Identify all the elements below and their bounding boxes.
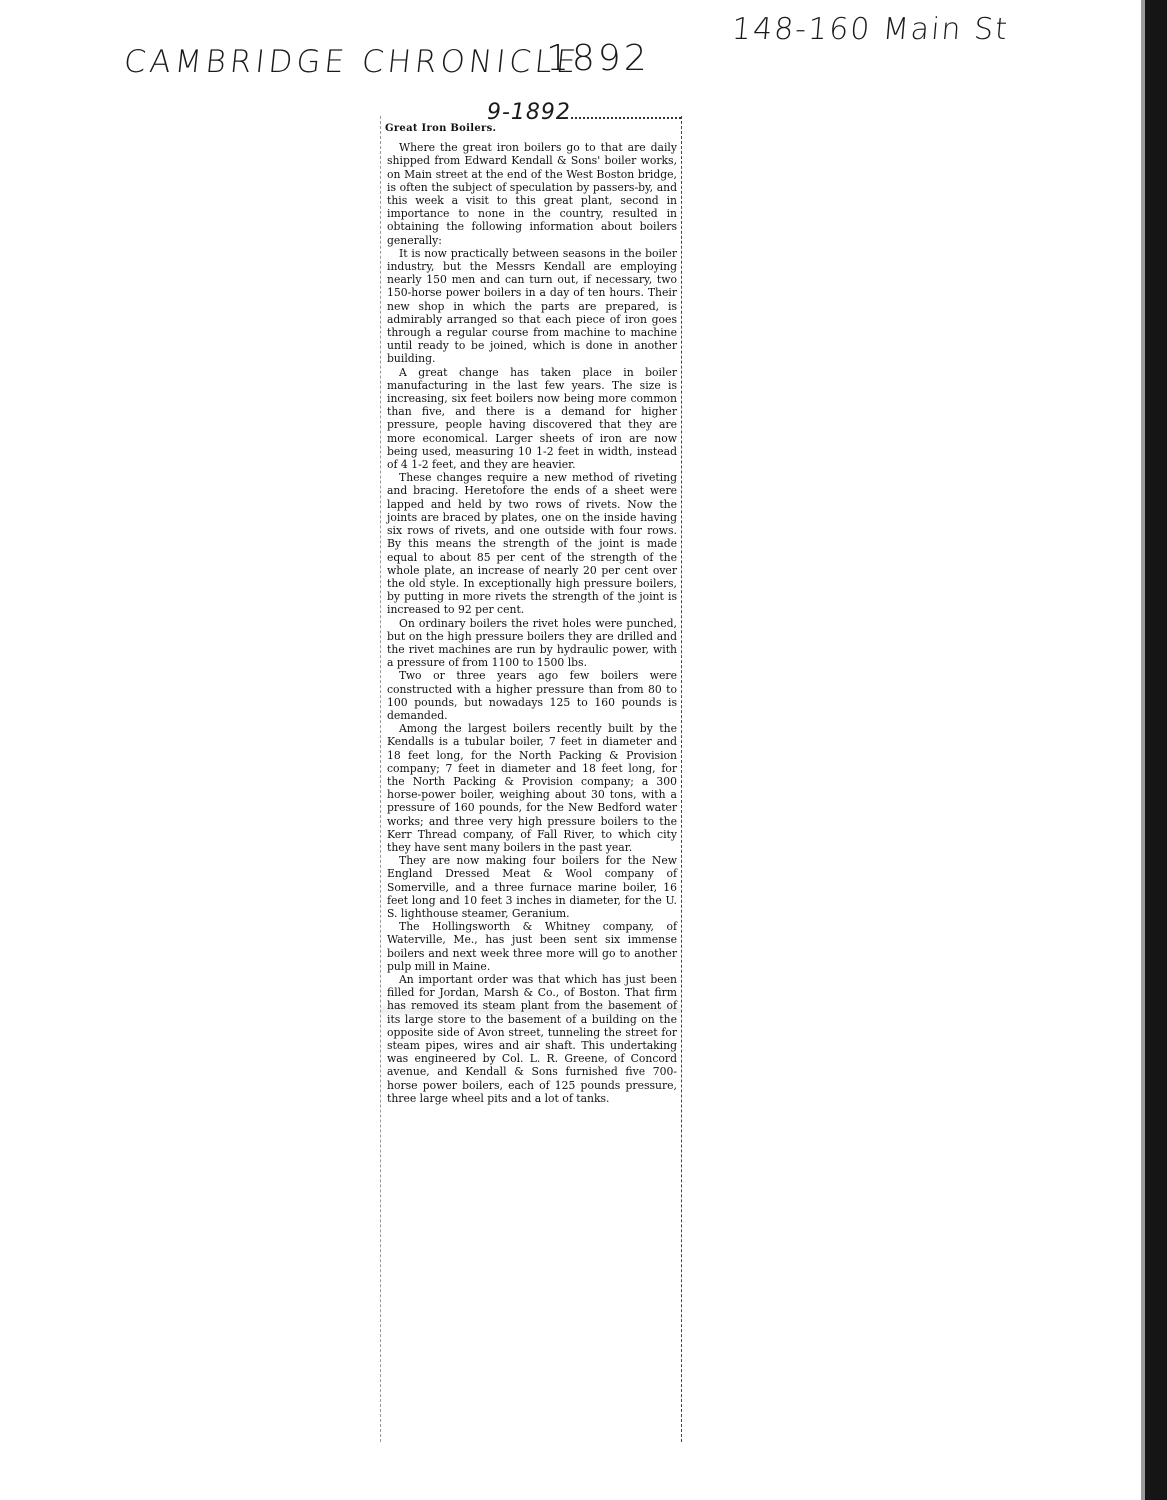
handwritten-publication-title: CAMBRIDGE CHRONICLE bbox=[122, 44, 582, 80]
article-paragraph: It is now practically between seasons in the boiler industry, but the Messrs Kendall are employing nearly 150 men and can turn out, if necessary, two 150-horse power boilers in a day of ten hours. Their new shop in which the parts are prepared, is admirably arranged so that each piece of iron goes through a regular course from machine to machine until ready to be joined, which is done in another building. bbox=[387, 246, 677, 366]
article-paragraph: The Hollingsworth & Whitney company, of Waterville, Me., has just been sent six immense boilers and next week three more will go to another pulp mill in Maine. bbox=[387, 920, 677, 973]
article-paragraph: Where the great iron boilers go to that are daily shipped from Edward Kendall & Sons' boiler works, on Main street at the end of the West Boston bridge, is often the subject of speculation by passers-by, and this week a visit to this great plant, second in importance to none in the country, resulted in obtaining the following information about boilers generally: bbox=[387, 141, 677, 247]
handwritten-address: 148-160 Main St bbox=[730, 12, 1011, 47]
handwritten-year: 1892 bbox=[546, 38, 650, 79]
article-paragraph: They are now making four boilers for the New England Dressed Meat & Wool company of Somerville, and a three furnace marine boiler, 16 feet long and 10 feet 3 inches in diameter, for the U. S. lighthouse steamer, Geranium. bbox=[387, 854, 677, 920]
article-column bbox=[387, 122, 677, 1105]
article-paragraph: Two or three years ago few boilers were constructed with a higher pressure than from 80 to 100 pounds, but nowadays 125 to 160 pounds is demanded. bbox=[387, 669, 677, 722]
article-paragraph: Among the largest boilers recently built by the Kendalls is a tubular boiler, 7 feet in diameter and 18 feet long, for the North Packing & Provision company; 7 feet in diameter and 18 feet long, for the North Packing & Provision company; a 300 horse-power boiler, weighing about 30 tons, with a pressure of 160 pounds, for the New Bedford water works; and three very high pressure boilers to the Kerr Thread company, of Fall River, to which city they have sent many boilers in the past year. bbox=[387, 722, 677, 854]
article-paragraph: On ordinary boilers the rivet holes were punched, but on the high pressure boilers they are drilled and the rivet machines are run by hydraulic power, with a pressure of from 1100 to 1500 lbs. bbox=[387, 616, 677, 670]
newspaper-clipping bbox=[380, 116, 682, 1442]
article-paragraph: These changes require a new method of riveting and bracing. Heretofore the ends of a sheet were lapped and held by two rows of rivets. Now the joints are braced by plates, one on the inside having six rows of rivets, and one outside with four rows. By this means the strength of the joint is made equal to about 85 per cent of the strength of the whole plate, an increase of nearly 20 per cent over the old style. In exceptionally high pressure boilers, by putting in more rivets the strength of the joint is increased to 92 per cent. bbox=[387, 471, 677, 617]
handwritten-clip-date: 9-1892 bbox=[487, 100, 571, 125]
scan-border bbox=[1145, 0, 1167, 1500]
article-headline: Great Iron Boilers. bbox=[385, 123, 497, 134]
article-paragraph: A great change has taken place in boiler manufacturing in the last few years. The size is increasing, six feet boilers now being more common than five, and there is a demand for higher pressure, people having discovered that they are more economical. Larger sheets of iron are now being used, measuring 10 1-2 feet in width, instead of 4 1-2 feet, and they are heavier. bbox=[387, 365, 677, 472]
article-paragraph: An important order was that which has just been filled for Jordan, Marsh & Co., of Boston. That firm has removed its steam plant from the basement of its large store to the basement of a building on the opposite side of Avon street, tunneling the street for steam pipes, wires and air shaft. This undertaking was engineered by Col. L. R. Greene, of Concord avenue, and Kendall & Sons furnished five 700-horse power boilers, each of 125 pounds pressure, three large wheel pits and a lot of tanks. bbox=[387, 973, 677, 1105]
